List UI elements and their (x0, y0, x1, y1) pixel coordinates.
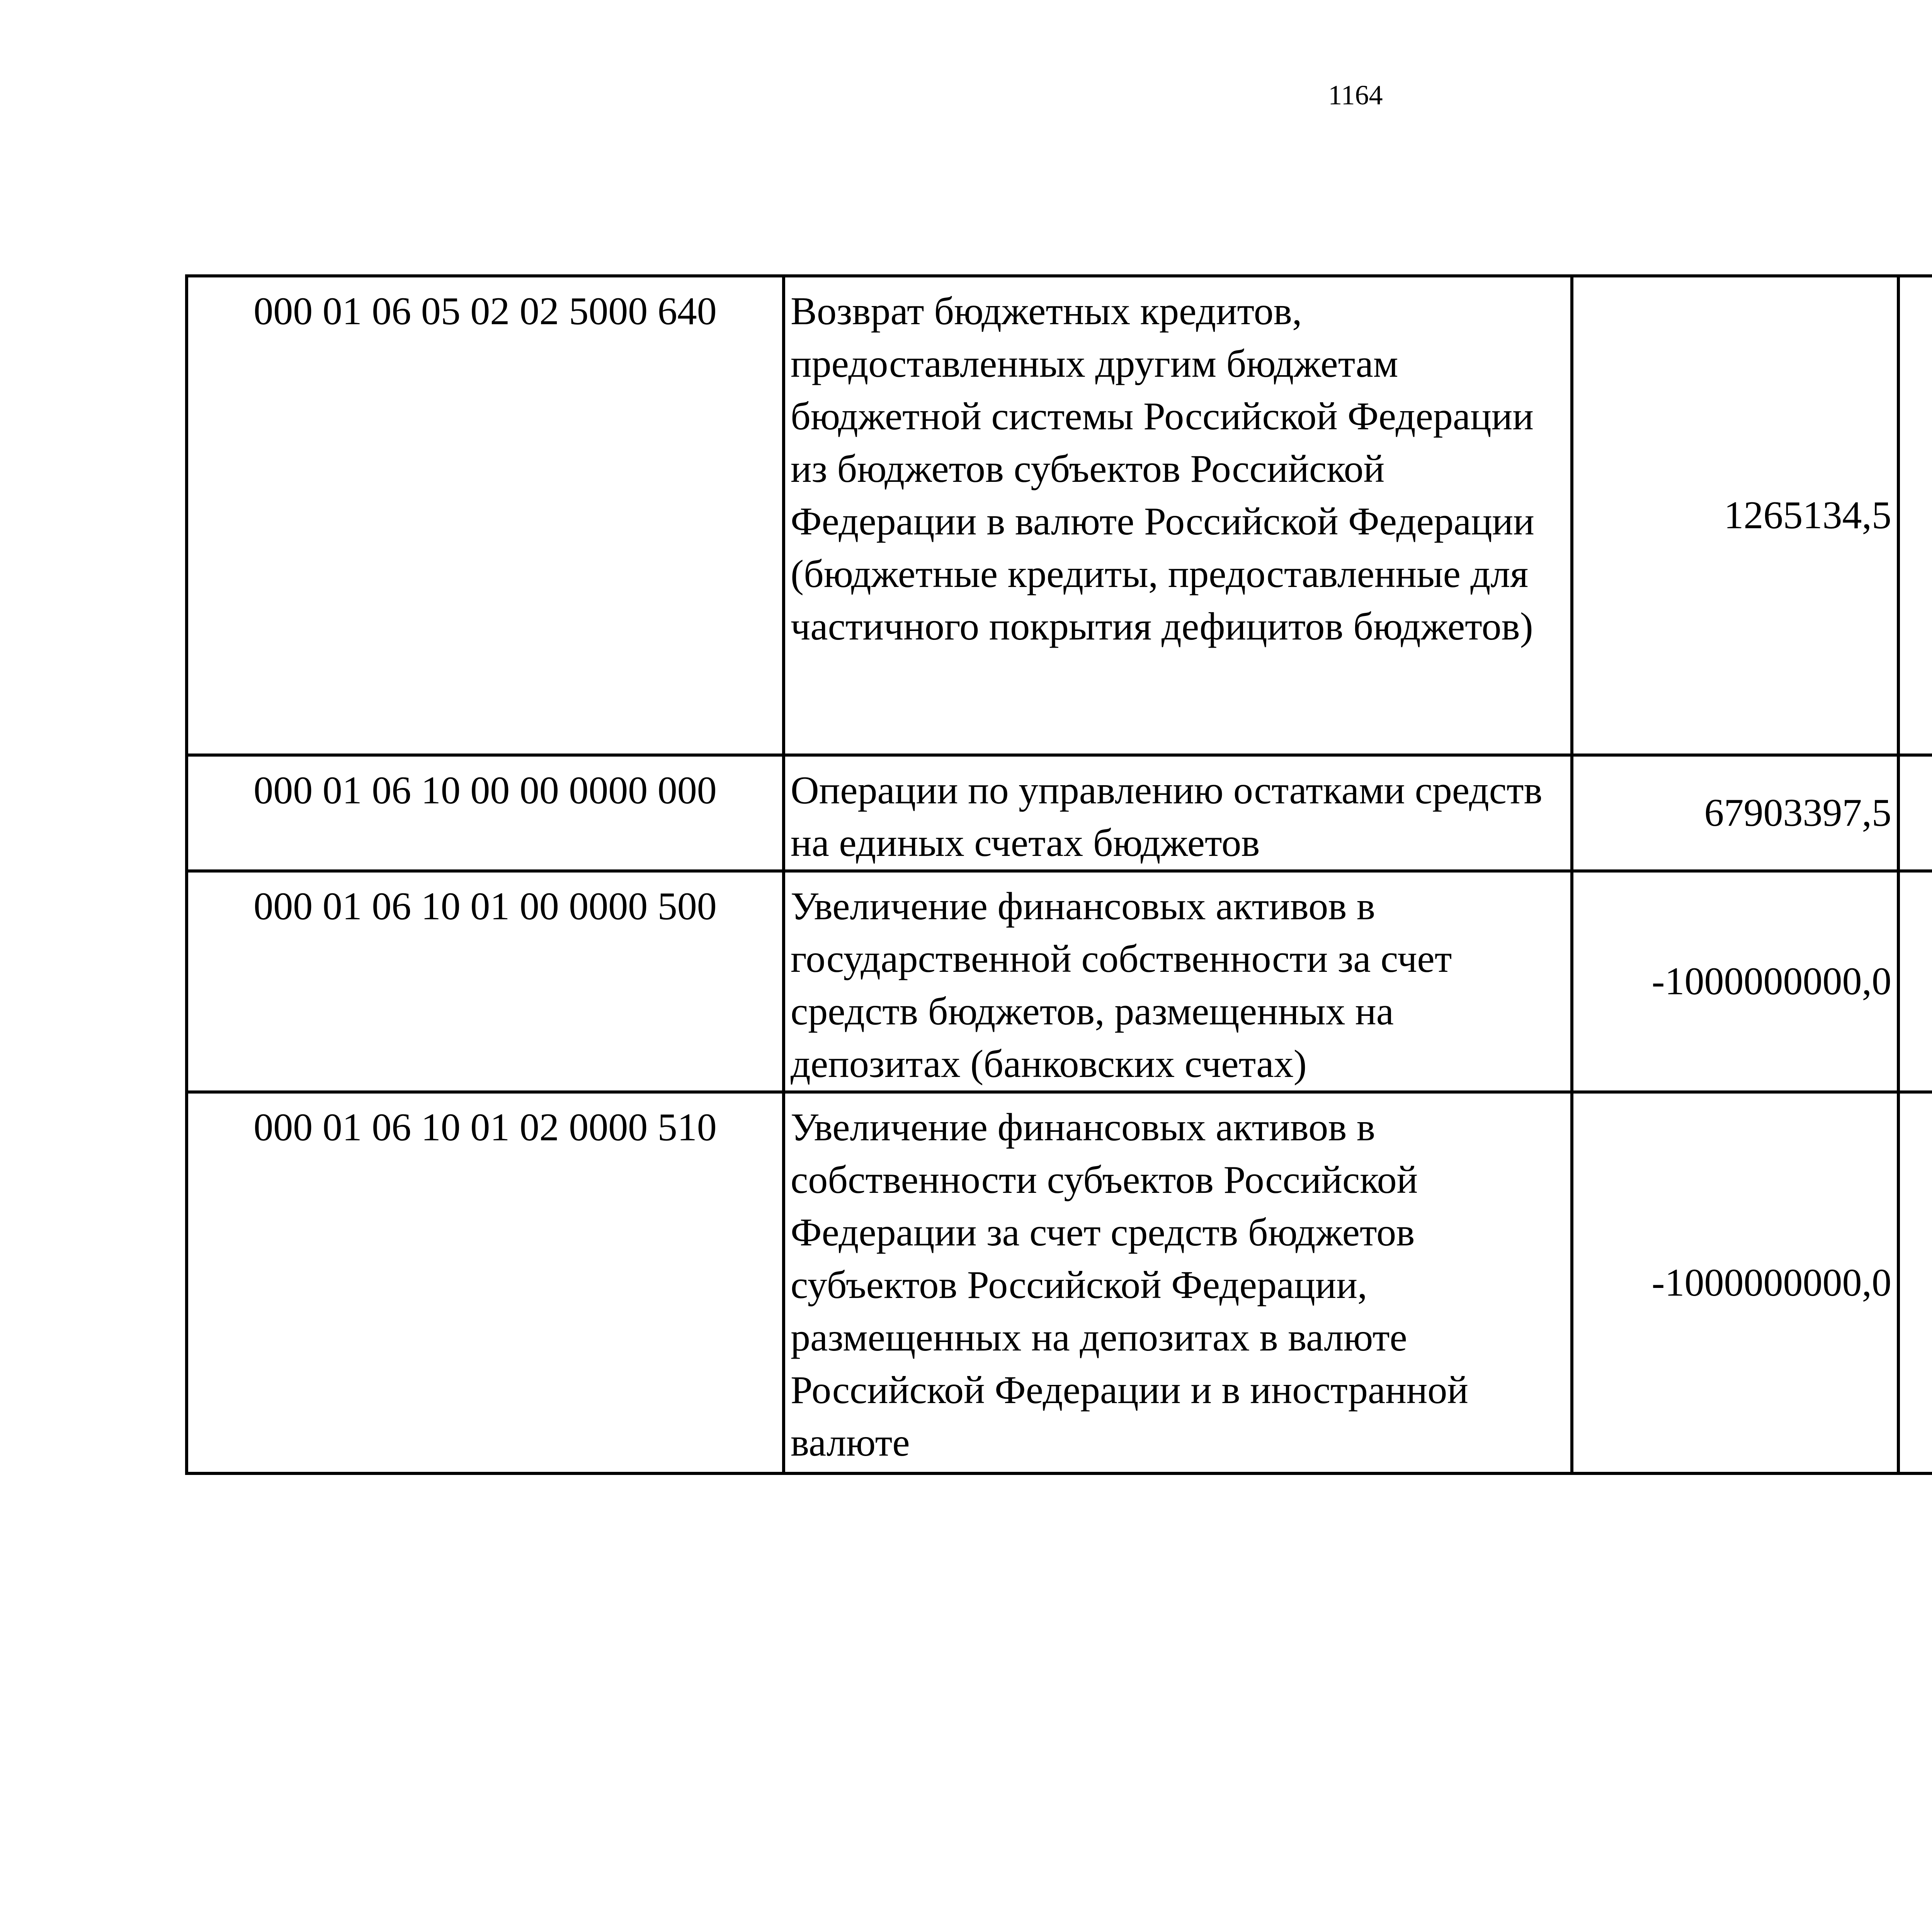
row-description: Увеличение финансовых активов в собственности субъектов Российской Федерации за счет средств бюджетов субъектов Российской Федерации, размещенных на депозитах в валюте Российской Федерации и в иностранной валюте (784, 1092, 1572, 1473)
page-number: 1164 (1328, 80, 1383, 111)
budget-code: 000 01 06 10 01 02 0000 510 (187, 1092, 784, 1473)
table-row (187, 1092, 1932, 1473)
value-year-1: 67903397,5 (1572, 755, 1898, 871)
value-year-1: 1265134,5 (1572, 276, 1898, 755)
row-description: Возврат бюджетных кредитов, предоставленных другим бюджетам бюджетной системы Российской Федерации из бюджетов субъектов Российской Федерации в валюте Российской Федерации (бюджетные кредиты, предоставленные для частичного покрытия дефицитов бюджетов) (784, 276, 1572, 755)
value-year-2 (1898, 276, 1932, 755)
budget-code: 000 01 06 05 02 02 5000 640 (187, 276, 784, 755)
value-year-2 (1898, 871, 1932, 1092)
value-year-2 (1898, 755, 1932, 871)
table-row (187, 755, 1932, 871)
value-year-2 (1898, 1092, 1932, 1473)
budget-table (185, 274, 1932, 1475)
value-year-1: -1000000000,0 (1572, 871, 1898, 1092)
budget-code: 000 01 06 10 01 00 0000 500 (187, 871, 784, 1092)
row-description: Увеличение финансовых активов в государственной собственности за счет средств бюджетов, размещенных на депозитах (банковских счетах) (784, 871, 1572, 1092)
row-description: Операции по управлению остатками средств на единых счетах бюджетов (784, 755, 1572, 871)
value-year-1: -1000000000,0 (1572, 1092, 1898, 1473)
table-row (187, 871, 1932, 1092)
budget-code: 000 01 06 10 00 00 0000 000 (187, 755, 784, 871)
table-row (187, 276, 1932, 755)
